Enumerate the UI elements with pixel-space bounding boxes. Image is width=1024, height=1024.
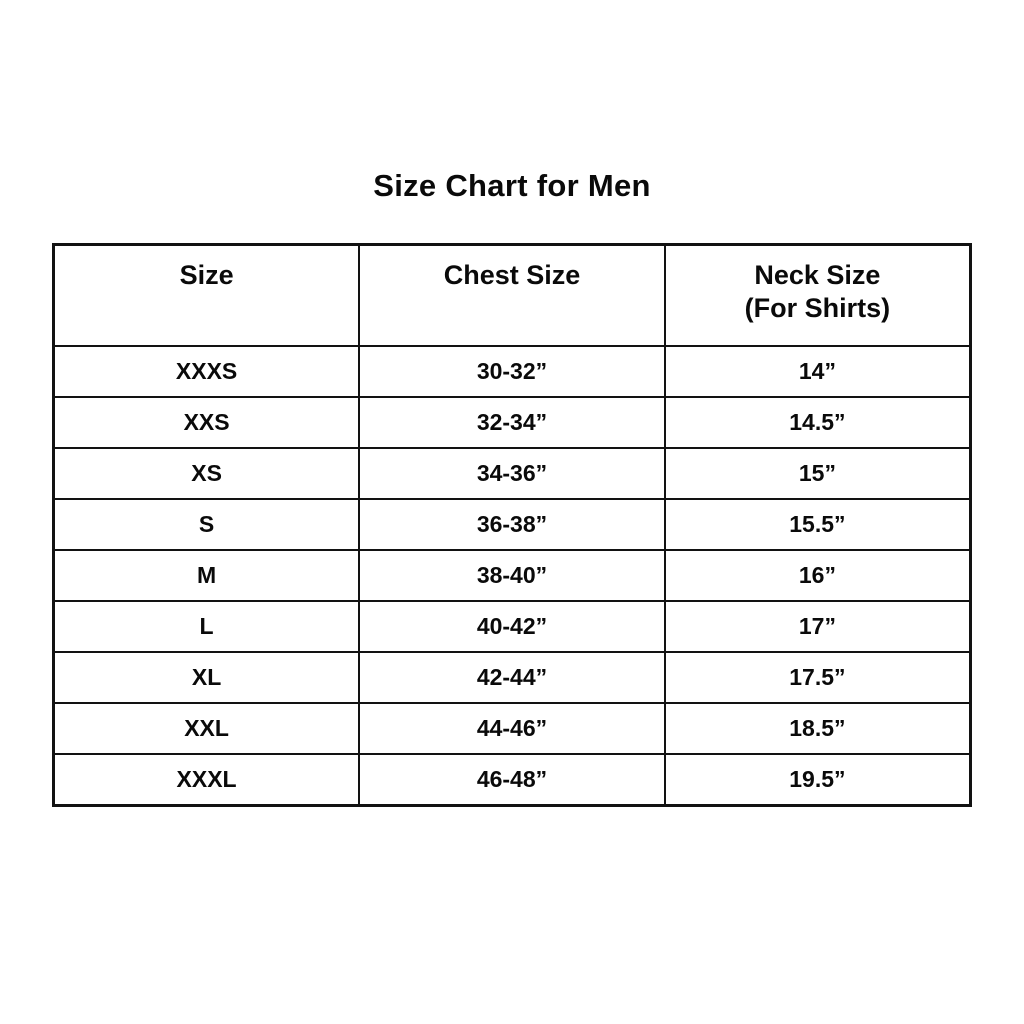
table-body [54,346,971,806]
table-header [54,245,971,347]
size-cell: XXL [54,703,360,754]
size-cell: S [54,499,360,550]
column-header-size [54,245,360,347]
chest-cell: 44-46” [359,703,665,754]
neck-cell: 17” [665,601,971,652]
chest-cell: 42-44” [359,652,665,703]
table-row [54,346,971,397]
size-cell: XL [54,652,360,703]
column-header-size-label: Size [179,260,234,290]
size-cell: XXXS [54,346,360,397]
page-title: Size Chart for Men [373,168,651,203]
chest-cell: 40-42” [359,601,665,652]
column-header-chest [359,245,665,347]
chest-cell: 30-32” [359,346,665,397]
table-row [54,448,971,499]
chest-cell: 32-34” [359,397,665,448]
header-row [54,245,971,347]
column-header-neck [665,245,971,347]
size-chart-table [52,243,972,807]
neck-cell: 15.5” [665,499,971,550]
column-header-neck-sublabel: (For Shirts) [744,293,891,323]
chest-cell: 34-36” [359,448,665,499]
chest-cell: 46-48” [359,754,665,806]
size-cell: XXXL [54,754,360,806]
size-cell: L [54,601,360,652]
neck-cell: 18.5” [665,703,971,754]
neck-cell: 14” [665,346,971,397]
neck-cell: 19.5” [665,754,971,806]
table-row [54,754,971,806]
chest-cell: 36-38” [359,499,665,550]
column-header-chest-label: Chest Size [443,260,581,290]
table-row [54,499,971,550]
size-cell: XS [54,448,360,499]
neck-cell: 15” [665,448,971,499]
size-cell: XXS [54,397,360,448]
table-row [54,652,971,703]
neck-cell: 16” [665,550,971,601]
table-row [54,703,971,754]
table-row [54,601,971,652]
chest-cell: 38-40” [359,550,665,601]
table-row [54,397,971,448]
table-row [54,550,971,601]
neck-cell: 17.5” [665,652,971,703]
neck-cell: 14.5” [665,397,971,448]
size-cell: M [54,550,360,601]
column-header-neck-label: Neck Size [754,260,881,290]
